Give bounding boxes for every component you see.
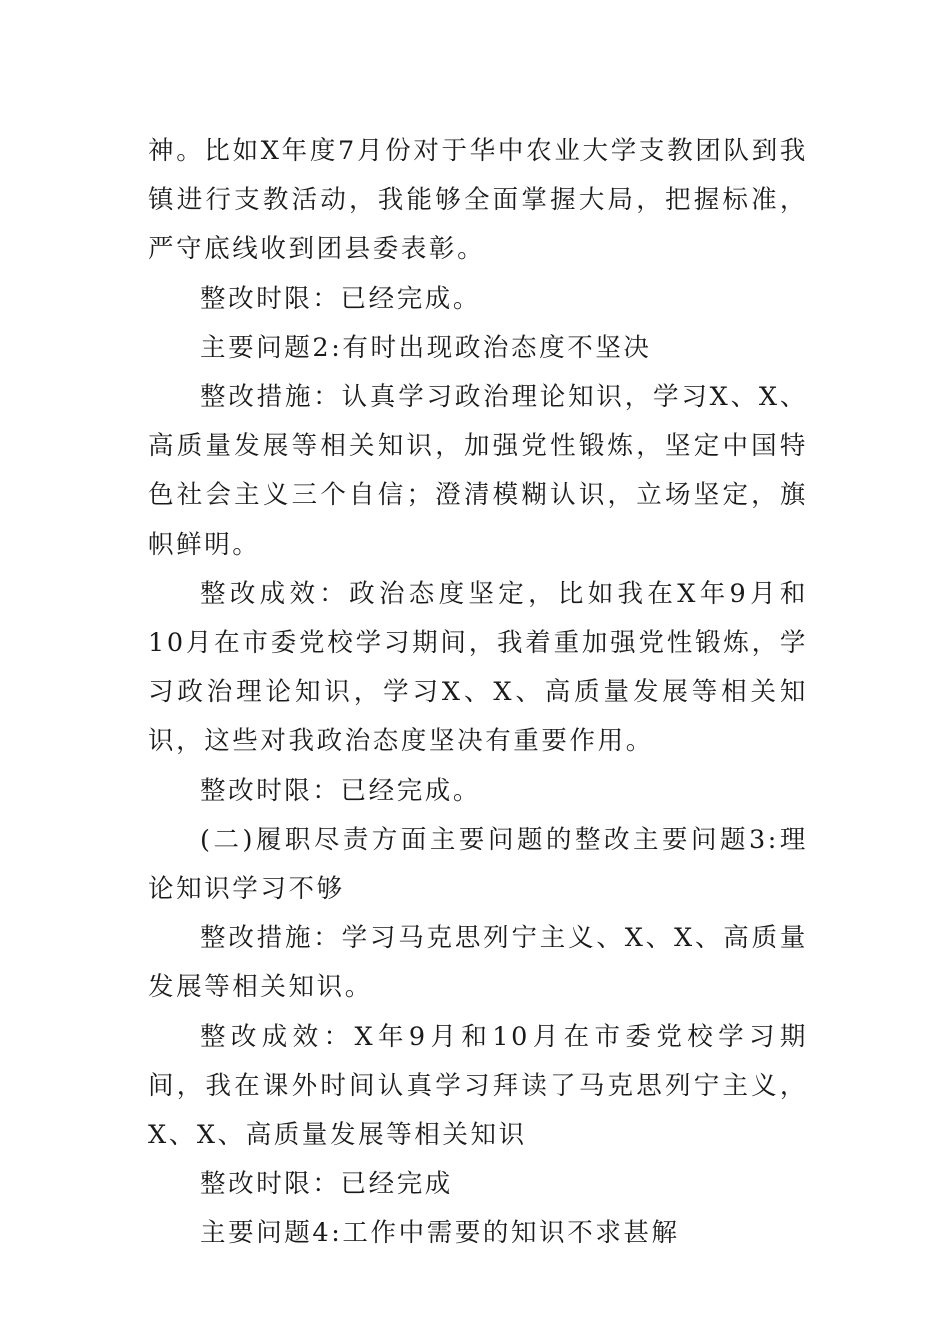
document-body [148, 127, 808, 1259]
paragraph-11: 主要问题4:工作中需要的知识不求甚解 [200, 1218, 680, 1249]
paragraph-2: 整改时限：已经完成。 [200, 283, 482, 314]
paragraph-6: 整改时限：已经完成。 [200, 775, 482, 806]
paragraph-10: 整改时限：已经完成 [200, 1169, 453, 1200]
paragraph-7: (二)履职尽责方面主要问题的整改主要问题3:理论知识学习不够 [148, 824, 808, 905]
paragraph-5: 整改成效：政治态度坚定，比如我在X年9月和10月在市委党校学习期间，我着重加强党性锻炼，学习政治理论知识，学习X、X、高质量发展等相关知识，这些对我政治态度坚决有重要作用。 [148, 578, 808, 757]
paragraph-9: 整改成效：X年9月和10月在市委党校学习期间，我在课外时间认真学习拜读了马克思列宁主义，X、X、高质量发展等相关知识 [148, 1021, 808, 1151]
paragraph-1: 神。比如X年度7月份对于华中农业大学支教团队到我镇进行支教活动，我能够全面掌握大局，把握标准，严守底线收到团县委表彰。 [148, 136, 808, 265]
paragraph-4: 整改措施：认真学习政治理论知识，学习X、X、高质量发展等相关知识，加强党性锻炼，坚定中国特色社会主义三个自信；澄清模糊认识，立场坚定，旗帜鲜明。 [148, 382, 808, 560]
paragraph-3: 主要问题2:有时出现政治态度不坚决 [200, 332, 652, 363]
paragraph-8: 整改措施：学习马克思列宁主义、X、X、高质量发展等相关知识。 [148, 923, 808, 1003]
